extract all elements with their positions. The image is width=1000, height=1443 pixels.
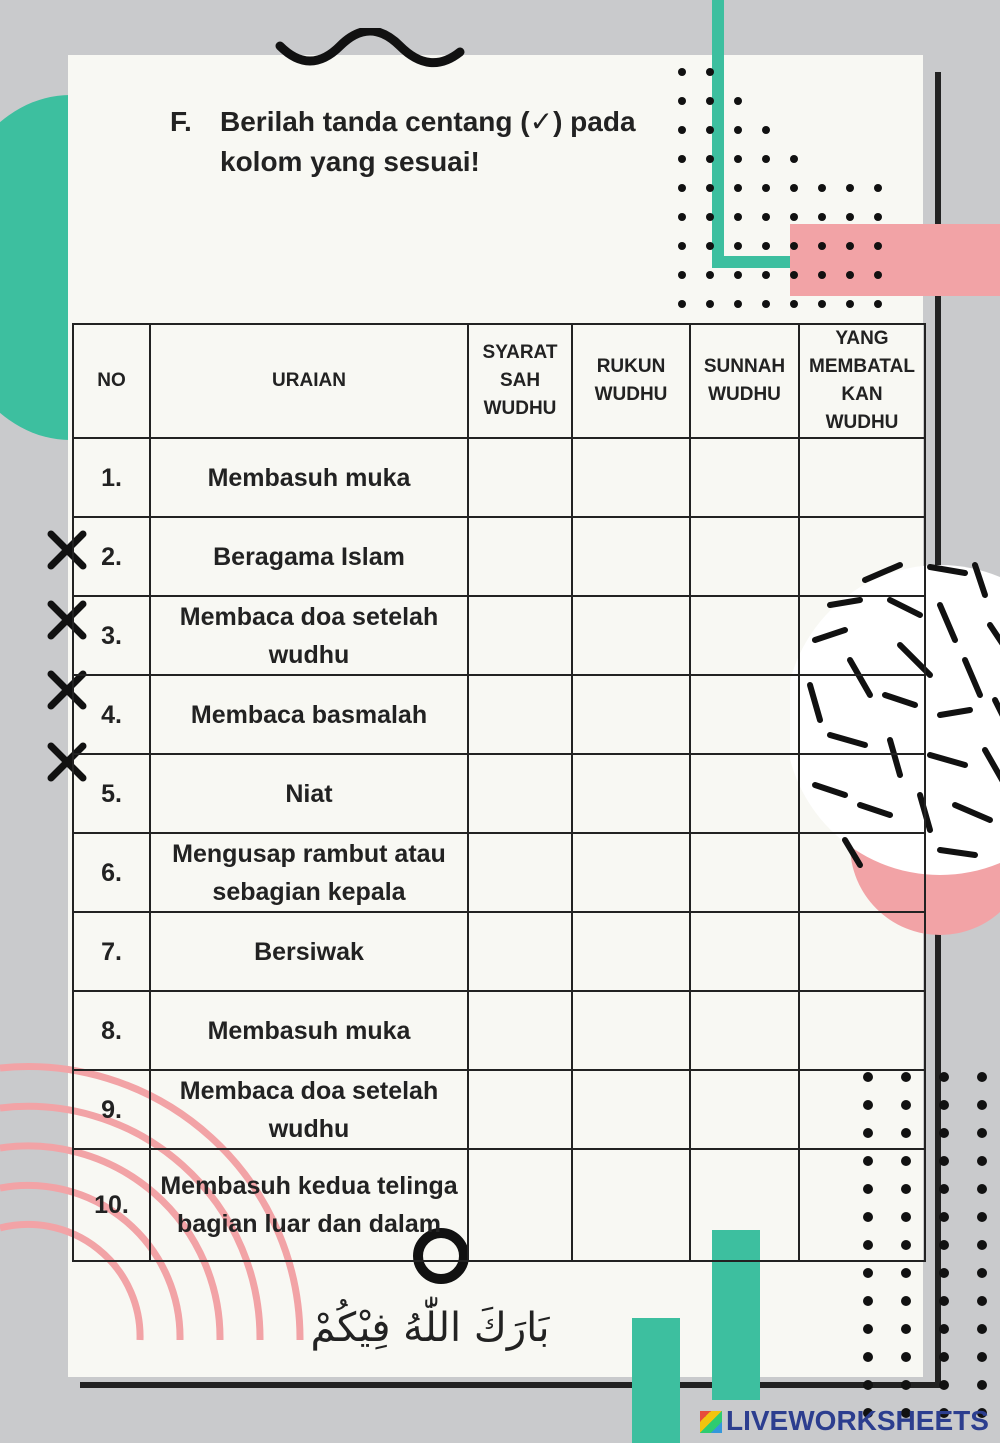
table-row <box>73 912 925 991</box>
check-cell-sunnah[interactable] <box>690 991 799 1070</box>
check-cell-sunnah[interactable] <box>690 596 799 675</box>
dot <box>706 68 714 76</box>
dot <box>818 271 826 279</box>
check-cell-syarat[interactable] <box>468 833 572 912</box>
dot <box>939 1296 949 1306</box>
dot <box>734 242 742 250</box>
table-row <box>73 991 925 1070</box>
dot <box>762 242 770 250</box>
dot <box>977 1128 987 1138</box>
row-uraian: Membaca doa setelah wudhu <box>150 1070 468 1149</box>
check-cell-sunnah[interactable] <box>690 1149 799 1261</box>
check-cell-syarat[interactable] <box>468 1149 572 1261</box>
dot <box>678 68 686 76</box>
check-cell-syarat[interactable] <box>468 675 572 754</box>
row-number: 2. <box>73 517 150 596</box>
dot <box>863 1268 873 1278</box>
check-cell-syarat[interactable] <box>468 1070 572 1149</box>
dot <box>790 184 798 192</box>
dot <box>846 184 854 192</box>
check-cell-rukun[interactable] <box>572 912 690 991</box>
dot <box>939 1212 949 1222</box>
dot <box>706 97 714 105</box>
check-cell-membatalkan[interactable] <box>799 912 925 991</box>
dot <box>846 213 854 221</box>
dot <box>977 1324 987 1334</box>
dot <box>874 184 882 192</box>
row-uraian: Bersiwak <box>150 912 468 991</box>
dot <box>863 1296 873 1306</box>
dot <box>901 1324 911 1334</box>
row-number: 4. <box>73 675 150 754</box>
dot <box>901 1352 911 1362</box>
table-row <box>73 1070 925 1149</box>
check-cell-rukun[interactable] <box>572 1070 690 1149</box>
dot <box>762 213 770 221</box>
brand-text: LIVEWORKSHEETS <box>726 1405 989 1436</box>
dot <box>706 271 714 279</box>
table-row <box>73 517 925 596</box>
dot <box>939 1156 949 1166</box>
table-row <box>73 754 925 833</box>
check-cell-sunnah[interactable] <box>690 675 799 754</box>
check-cell-membatalkan[interactable] <box>799 1149 925 1261</box>
dot <box>863 1380 873 1390</box>
instruction-text: Berilah tanda centang (✓) pada kolom yang sesuai! <box>220 106 636 177</box>
row-number: 6. <box>73 833 150 912</box>
row-uraian: Membaca doa setelah wudhu <box>150 596 468 675</box>
check-cell-membatalkan[interactable] <box>799 675 925 754</box>
dot <box>977 1268 987 1278</box>
check-cell-rukun[interactable] <box>572 754 690 833</box>
check-cell-syarat[interactable] <box>468 438 572 517</box>
dot <box>734 184 742 192</box>
dot <box>874 271 882 279</box>
instruction-letter: F. <box>170 106 192 137</box>
check-cell-membatalkan[interactable] <box>799 438 925 517</box>
dot-grid-decoration <box>670 60 910 320</box>
table-row <box>73 833 925 912</box>
dot <box>762 126 770 134</box>
row-uraian: Membasuh kedua telinga bagian luar dan dalam <box>150 1149 468 1261</box>
dot <box>678 213 686 221</box>
dot <box>818 213 826 221</box>
row-uraian: Mengusap rambut atau sebagian kepala <box>150 833 468 912</box>
header-no: NO <box>73 324 150 438</box>
dot <box>734 300 742 308</box>
dot <box>901 1268 911 1278</box>
dot <box>863 1324 873 1334</box>
row-number: 10. <box>73 1149 150 1261</box>
row-number: 9. <box>73 1070 150 1149</box>
liveworksheets-brand <box>700 1405 989 1437</box>
dot <box>977 1100 987 1110</box>
table-row <box>73 438 925 517</box>
teal-bar-decoration-2 <box>632 1318 680 1443</box>
check-cell-membatalkan[interactable] <box>799 517 925 596</box>
header-uraian: URAIAN <box>150 324 468 438</box>
dot <box>790 300 798 308</box>
check-cell-rukun[interactable] <box>572 833 690 912</box>
dot <box>939 1100 949 1110</box>
header-sunnah-wudhu: SUNNAH WUDHU <box>690 324 799 438</box>
dot <box>706 213 714 221</box>
row-number: 5. <box>73 754 150 833</box>
row-number: 1. <box>73 438 150 517</box>
dot <box>734 213 742 221</box>
header-yang-membatalkan-wudhu: YANG MEMBATAL KAN WUDHU <box>799 324 925 438</box>
squiggle-decoration <box>270 28 490 78</box>
dot <box>818 300 826 308</box>
check-cell-membatalkan[interactable] <box>799 991 925 1070</box>
table-row <box>73 596 925 675</box>
check-cell-sunnah[interactable] <box>690 517 799 596</box>
dot <box>901 1380 911 1390</box>
dot <box>939 1268 949 1278</box>
dot <box>734 155 742 163</box>
dot <box>706 155 714 163</box>
row-uraian: Membasuh muka <box>150 991 468 1070</box>
worksheet-table <box>72 323 926 1262</box>
dot <box>706 242 714 250</box>
check-cell-sunnah[interactable] <box>690 912 799 991</box>
dot <box>790 155 798 163</box>
dot <box>762 184 770 192</box>
check-cell-membatalkan[interactable] <box>799 833 925 912</box>
dot <box>790 271 798 279</box>
dot <box>818 242 826 250</box>
arabic-blessing: بَارَكَ اللّٰهُ فِيْكُمْ <box>310 1305 550 1351</box>
dot <box>977 1380 987 1390</box>
dot <box>977 1352 987 1362</box>
check-cell-sunnah[interactable] <box>690 438 799 517</box>
dot <box>762 271 770 279</box>
dot <box>678 184 686 192</box>
dot <box>790 213 798 221</box>
dot <box>874 213 882 221</box>
dot <box>977 1240 987 1250</box>
liveworksheets-logo-icon <box>700 1411 722 1433</box>
check-cell-syarat[interactable] <box>468 596 572 675</box>
check-cell-rukun[interactable] <box>572 1149 690 1261</box>
check-cell-sunnah[interactable] <box>690 1070 799 1149</box>
dot <box>939 1352 949 1362</box>
check-cell-rukun[interactable] <box>572 991 690 1070</box>
dot <box>874 242 882 250</box>
check-cell-syarat[interactable] <box>468 754 572 833</box>
table-row <box>73 1149 925 1261</box>
dot <box>977 1072 987 1082</box>
dot <box>846 242 854 250</box>
check-cell-sunnah[interactable] <box>690 833 799 912</box>
check-cell-membatalkan[interactable] <box>799 1070 925 1149</box>
dot <box>818 184 826 192</box>
dot <box>846 271 854 279</box>
dot <box>939 1380 949 1390</box>
check-cell-syarat[interactable] <box>468 991 572 1070</box>
dot <box>939 1072 949 1082</box>
check-cell-syarat[interactable] <box>468 912 572 991</box>
check-cell-rukun[interactable] <box>572 596 690 675</box>
dot <box>706 126 714 134</box>
dot <box>939 1324 949 1334</box>
dot <box>977 1184 987 1194</box>
row-number: 7. <box>73 912 150 991</box>
header-rukun-wudhu: RUKUN WUDHU <box>572 324 690 438</box>
dot <box>939 1240 949 1250</box>
check-cell-membatalkan[interactable] <box>799 596 925 675</box>
table-header-row <box>73 324 925 438</box>
dot <box>678 271 686 279</box>
dot <box>874 300 882 308</box>
dot <box>977 1156 987 1166</box>
dot <box>939 1128 949 1138</box>
check-cell-rukun[interactable] <box>572 675 690 754</box>
header-syarat-sah-wudhu: SYARAT SAH WUDHU <box>468 324 572 438</box>
row-uraian: Membasuh muka <box>150 438 468 517</box>
row-number: 3. <box>73 596 150 675</box>
table-row <box>73 675 925 754</box>
dot <box>762 155 770 163</box>
dot <box>939 1184 949 1194</box>
row-uraian: Membaca basmalah <box>150 675 468 754</box>
dot <box>977 1212 987 1222</box>
dot <box>901 1296 911 1306</box>
check-cell-sunnah[interactable] <box>690 754 799 833</box>
dot <box>790 242 798 250</box>
dot <box>734 126 742 134</box>
row-uraian: Beragama Islam <box>150 517 468 596</box>
dot <box>678 242 686 250</box>
check-cell-rukun[interactable] <box>572 438 690 517</box>
row-number: 8. <box>73 991 150 1070</box>
check-cell-membatalkan[interactable] <box>799 754 925 833</box>
dot <box>706 300 714 308</box>
dot <box>678 300 686 308</box>
dot <box>734 271 742 279</box>
check-cell-syarat[interactable] <box>468 517 572 596</box>
dot <box>734 97 742 105</box>
dot <box>762 300 770 308</box>
dot <box>863 1352 873 1362</box>
row-uraian: Niat <box>150 754 468 833</box>
dot <box>846 300 854 308</box>
dot <box>706 184 714 192</box>
dot <box>977 1296 987 1306</box>
check-cell-rukun[interactable] <box>572 517 690 596</box>
